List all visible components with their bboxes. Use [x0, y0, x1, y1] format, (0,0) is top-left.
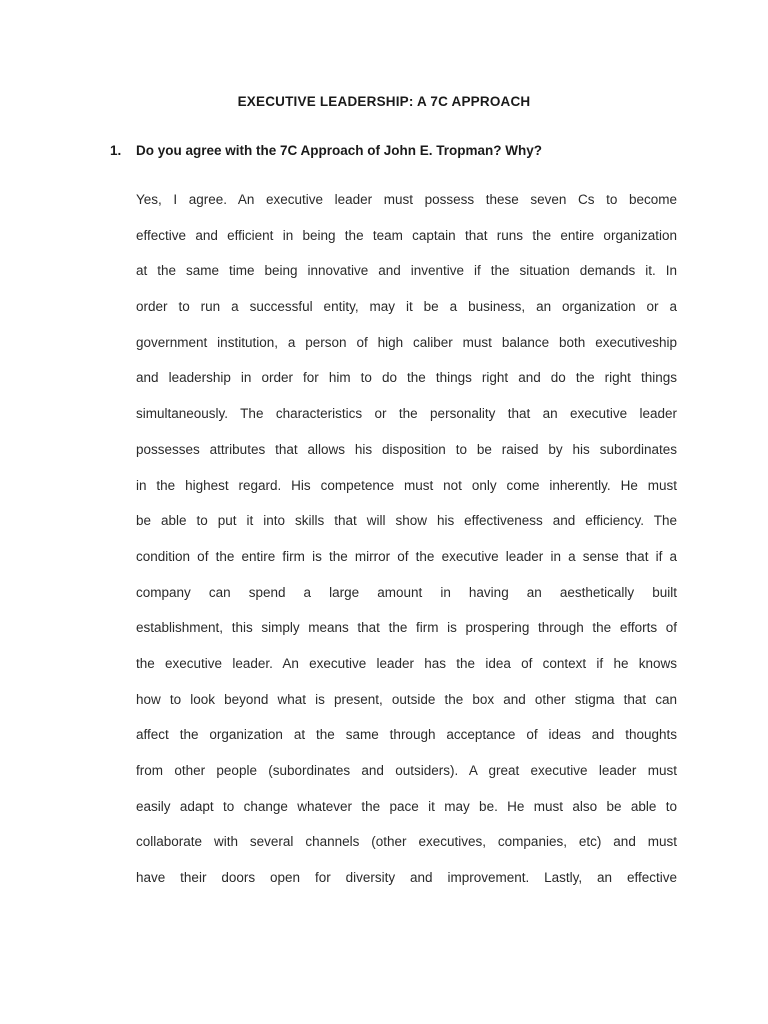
answer-line: in the highest regard. His competence must not only come inherently. He must [136, 477, 677, 493]
answer-line: and leadership in order for him to do the things right and do the right things [136, 370, 677, 386]
answer-line: company can spend a large amount in having an aesthetically built [136, 584, 677, 600]
document-title: EXECUTIVE LEADERSHIP: A 7C APPROACH [237, 94, 531, 109]
answer-line: collaborate with several channels (other executives, companies, etc) and must [136, 834, 677, 850]
question-number: 1. [110, 143, 122, 158]
question-heading [110, 143, 542, 158]
answer-paragraph [136, 188, 677, 902]
answer-line: how to look beyond what is present, outside the box and other stigma that can [136, 691, 677, 707]
answer-line: at the same time being innovative and inventive if the situation demands it. In [136, 263, 677, 279]
answer-line: simultaneously. The characteristics or the personality that an executive leader [136, 406, 677, 422]
answer-line: be able to put it into skills that will show his effectiveness and efficiency. The [136, 513, 677, 529]
answer-line: government institution, a person of high caliber must balance both executiveship [136, 334, 677, 350]
answer-line: order to run a successful entity, may it be a business, an organization or a [136, 299, 677, 315]
answer-line: Yes, I agree. An executive leader must possess these seven Cs to become [136, 192, 677, 207]
answer-line: effective and efficient in being the team captain that runs the entire organization [136, 227, 677, 243]
answer-line: easily adapt to change whatever the pace it may be. He must also be able to [136, 798, 677, 814]
answer-line: the executive leader. An executive leader has the idea of context if he knows [136, 655, 677, 671]
answer-line: condition of the entire firm is the mirror of the executive leader in a sense that if a [136, 548, 677, 564]
answer-line: have their doors open for diversity and improvement. Lastly, an effective [136, 870, 677, 886]
answer-line: possesses attributes that allows his disposition to be raised by his subordinates [136, 441, 677, 457]
answer-line: from other people (subordinates and outsiders). A great executive leader must [136, 763, 677, 778]
question-text: Do you agree with the 7C Approach of John E. Tropman? Why? [136, 143, 543, 158]
answer-line: affect the organization at the same through acceptance of ideas and thoughts [136, 727, 677, 743]
answer-line: establishment, this simply means that the firm is prospering through the efforts of [136, 620, 677, 636]
